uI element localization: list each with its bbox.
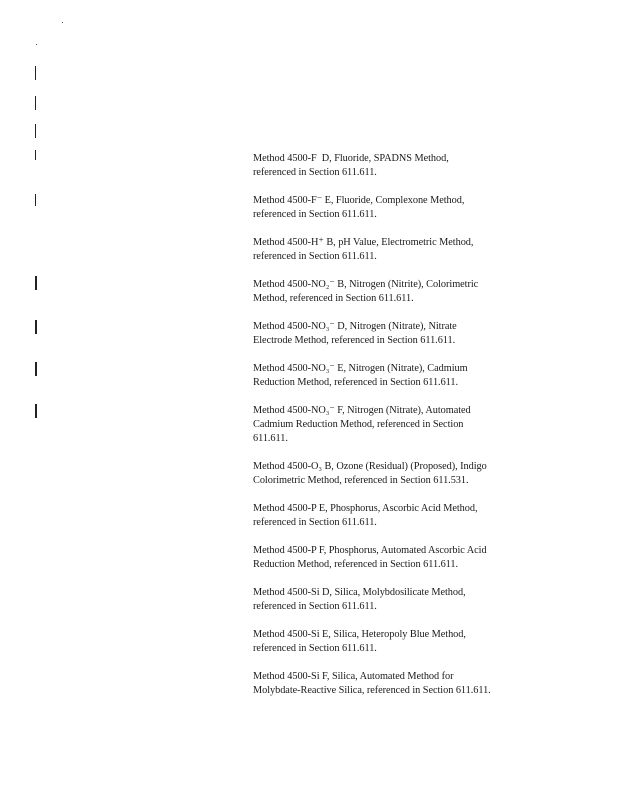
entry-line: Cadmium Reduction Method, referenced in Section (253, 419, 464, 430)
entry-line: referenced in Section 611.611. (253, 209, 377, 220)
entry-line: Method 4500-P E, Phosphorus, Ascorbic Acid Method, (253, 503, 478, 514)
method-entry (253, 152, 553, 180)
method-entry (253, 502, 553, 530)
method-reference-list (253, 152, 553, 712)
entry-line: Method 4500-F D, Fluoride, SPADNS Method, (253, 153, 449, 164)
scan-speck (36, 44, 37, 45)
entry-line: referenced in Section 611.611. (253, 643, 377, 654)
entry-line: referenced in Section 611.611. (253, 167, 377, 178)
entry-line: Method 4500-NO₃⁻ F, Nitrogen (Nitrate), Automated (253, 405, 471, 416)
method-entry (253, 460, 553, 488)
entry-line: Method 4500-NO₂⁻ B, Nitrogen (Nitrite), Colorimetric (253, 279, 479, 290)
method-entry (253, 194, 553, 222)
entry-line: Method 4500-Si D, Silica, Molybdosilicate Method, (253, 587, 466, 598)
entry-line: Molybdate-Reactive Silica, referenced in Section 611.611. (253, 685, 491, 696)
entry-line: Method 4500-NO₃⁻ E, Nitrogen (Nitrate), Cadmium (253, 363, 468, 374)
revision-bar (35, 362, 37, 376)
entry-line: Method 4500-O₃ B, Ozone (Residual) (Proposed), Indigo (253, 461, 487, 472)
entry-line: Method 4500-Si E, Silica, Heteropoly Blue Method, (253, 629, 466, 640)
entry-line: referenced in Section 611.611. (253, 251, 377, 262)
method-entry (253, 628, 553, 656)
entry-line: Method 4500-P F, Phosphorus, Automated Ascorbic Acid (253, 545, 487, 556)
entry-line: Colorimetric Method, referenced in Section 611.531. (253, 475, 469, 486)
entry-line: Method 4500-Si F, Silica, Automated Method for (253, 671, 454, 682)
entry-line: referenced in Section 611.611. (253, 601, 377, 612)
revision-bar (35, 320, 37, 334)
revision-bar (35, 150, 36, 160)
entry-line: Reduction Method, referenced in Section 611.611. (253, 377, 459, 388)
method-entry (253, 544, 553, 572)
method-entry (253, 586, 553, 614)
revision-bar (35, 124, 36, 138)
revision-bar (35, 404, 37, 418)
entry-line: 611.611. (253, 433, 288, 444)
entry-line: Reduction Method, referenced in Section 611.611. (253, 559, 459, 570)
revision-bar (35, 194, 36, 206)
method-entry (253, 236, 553, 264)
revision-bar (35, 66, 36, 80)
entry-line: Method 4500-H⁺ B, pH Value, Electrometric Method, (253, 237, 474, 248)
method-entry (253, 278, 553, 306)
entry-line: Method, referenced in Section 611.611. (253, 293, 414, 304)
revision-bar (35, 96, 36, 110)
method-entry (253, 404, 553, 446)
entry-line: Electrode Method, referenced in Section 611.611. (253, 335, 456, 346)
entry-line: referenced in Section 611.611. (253, 517, 377, 528)
entry-line: Method 4500-F⁻ E, Fluoride, Complexone Method, (253, 195, 465, 206)
method-entry (253, 670, 553, 698)
revision-bar (35, 276, 37, 290)
entry-line: Method 4500-NO₃⁻ D, Nitrogen (Nitrate), Nitrate (253, 321, 457, 332)
method-entry (253, 320, 553, 348)
scan-speck (62, 22, 63, 23)
method-entry (253, 362, 553, 390)
